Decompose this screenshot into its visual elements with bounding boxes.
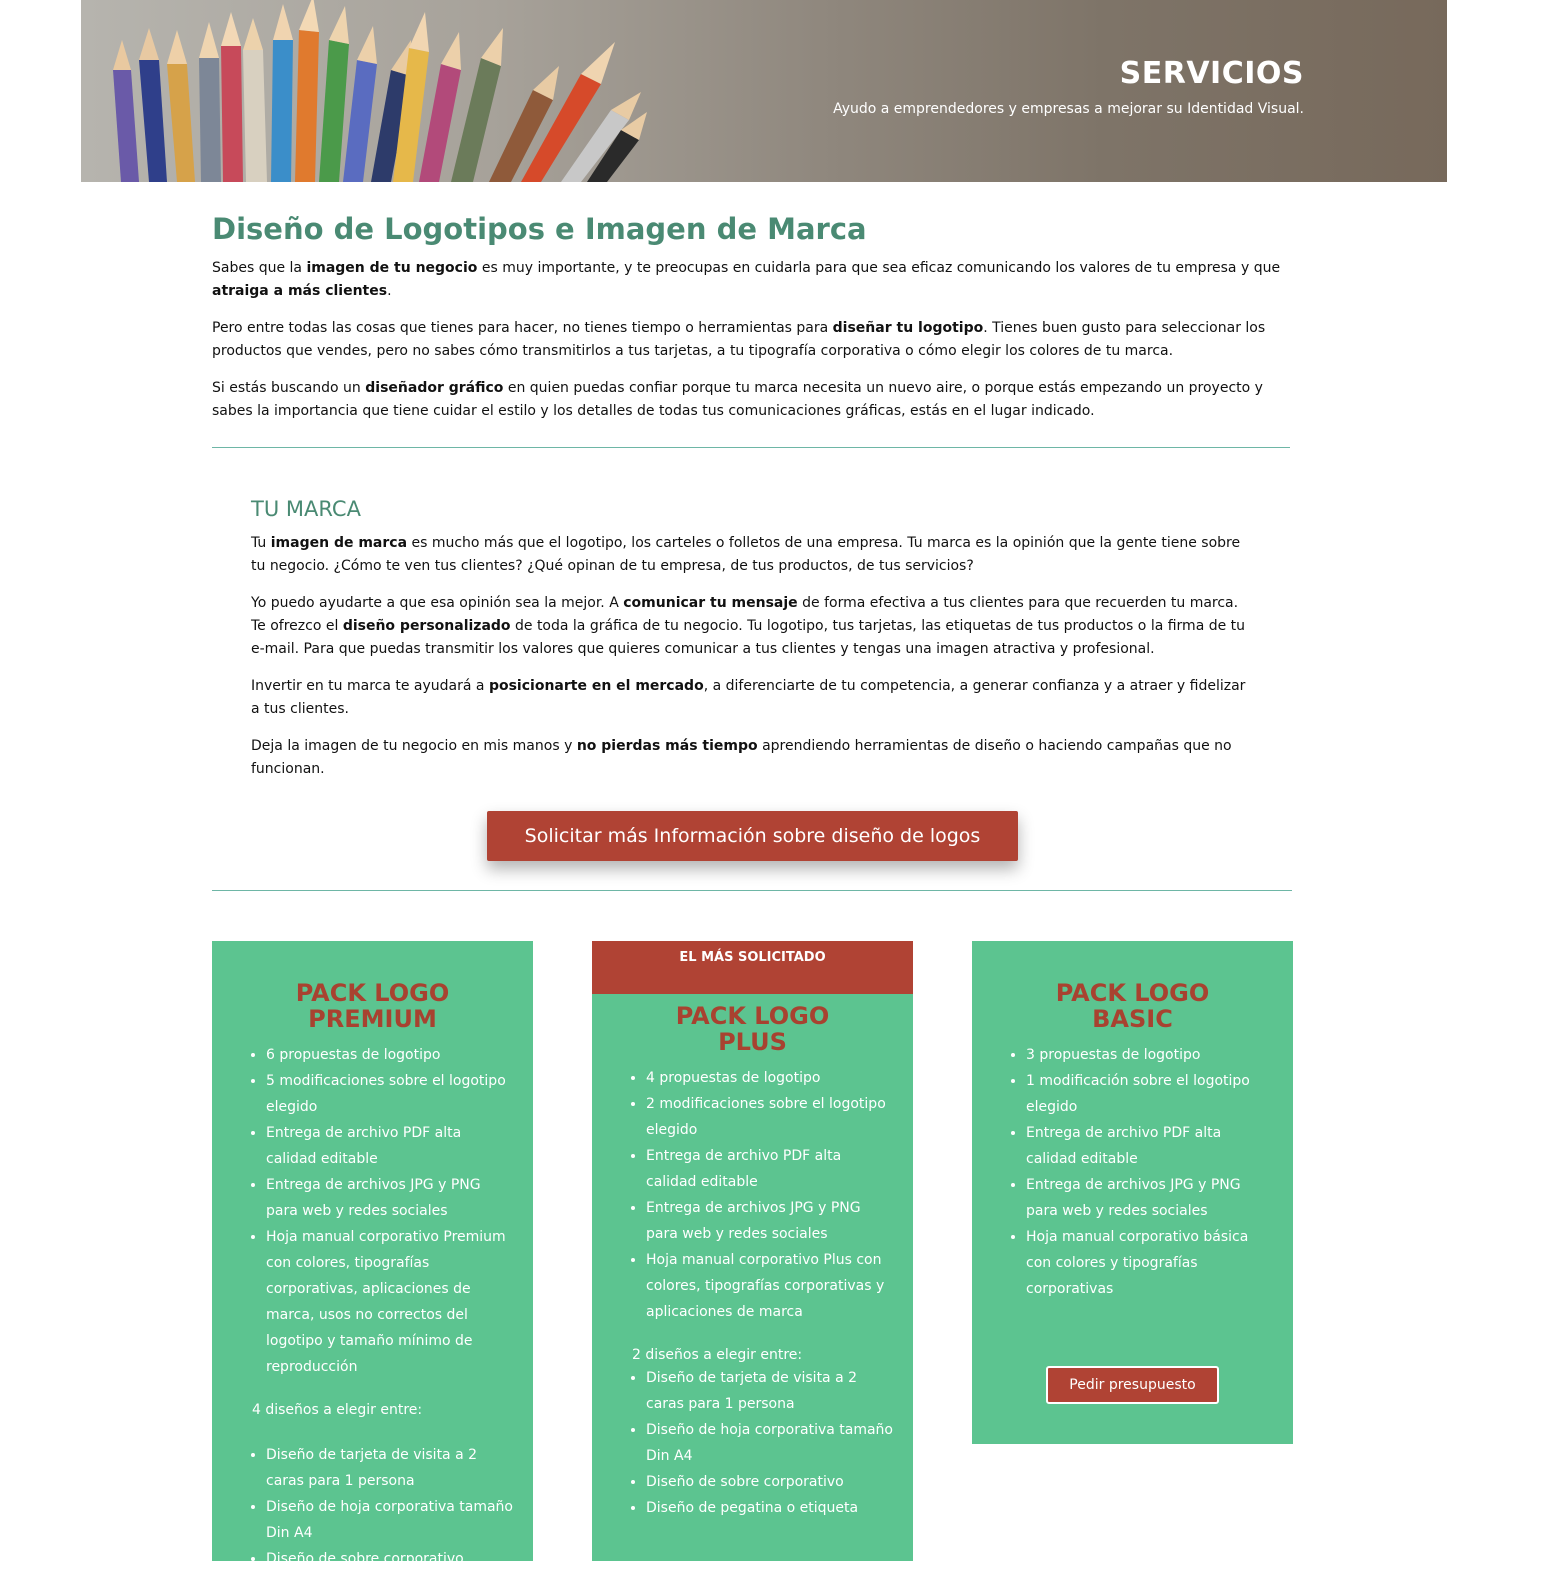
list-item: • Hoja manual corporativo básica con colores y tipografías corporativas (1026, 1224, 1293, 1302)
marca-paragraph-1: Tu imagen de marca es mucho más que el logotipo, los carteles o folletos de una empresa. Tu marca es la opinión que la gente tiene sobre tu negocio. ¿Cómo te ven tus clientes? ¿Qué opinan de tu empresa, de tus productos, de tus servicios? (251, 535, 1241, 574)
pack-plus-extras (592, 1365, 913, 1521)
list-item: • 2 modificaciones sobre el logotipo elegido (646, 1091, 913, 1143)
list-item: • Entrega de archivo PDF alta calidad editable (1026, 1120, 1293, 1172)
request-info-button[interactable]: Solicitar más Información sobre diseño de logos (487, 811, 1018, 861)
pack-plus-features (592, 1065, 913, 1325)
list-item: • Entrega de archivos JPG y PNG para web y redes sociales (646, 1195, 913, 1247)
list-item: • Diseño de hoja corporativa tamaño Din A4 (266, 1494, 533, 1546)
colored-pencils-image (81, 0, 1447, 182)
pack-plus-card (592, 941, 913, 1561)
pack-premium-title: PACK LOGO PREMIUM (295, 979, 450, 1033)
section-heading-logos: Diseño de Logotipos e Imagen de Marca (212, 212, 867, 246)
list-item: • Hoja manual corporativo Premium con colores, tipografías corporativas, aplicaciones de marca, usos no correctos del logotipo y tamaño mínimo de reproducción (266, 1224, 533, 1380)
divider (212, 447, 1290, 448)
pack-premium-subtitle: 4 diseños a elegir entre: (252, 1402, 423, 1418)
list-item: • Diseño de sobre corporativo (266, 1546, 533, 1572)
list-item: • Entrega de archivos JPG y PNG para web y redes sociales (266, 1172, 533, 1224)
list-item: • Diseño de tarjeta de visita a 2 caras para 1 persona (266, 1442, 533, 1494)
list-item: • Diseño de hoja corporativa tamaño Din A4 (646, 1417, 913, 1469)
marca-paragraph-4: Deja la imagen de tu negocio en mis manos y no pierdas más tiempo aprendiendo herramientas de diseño o haciendo campañas que no funcionan. (251, 738, 1232, 777)
list-item: • 6 propuestas de logotipo (266, 1042, 533, 1068)
pack-premium-extras (212, 1442, 533, 1572)
intro-paragraph-1: Sabes que la imagen de tu negocio es muy importante, y te preocupas en cuidarla para que sea eficaz comunicando los valores de tu empresa y que atraiga a más clientes. (212, 260, 1281, 299)
marca-paragraph-2: Yo puedo ayudarte a que esa opinión sea la mejor. A comunicar tu mensaje de forma efectiva a tus clientes para que recuerden tu marca. Te ofrezco el diseño personalizado de toda la gráfica de tu negocio. Tu logotipo, tus tarjetas, las etiquetas de tus productos o la firma de tu e-mail. Para que puedas transmitir los valores que quieres comunicar a tus clientes y tengas una imagen atractiva y profesional. (251, 595, 1246, 657)
list-item: • Hoja manual corporativo Plus con colores, tipografías corporativas y aplicaciones de marca (646, 1247, 913, 1325)
pack-premium-card (212, 941, 533, 1567)
list-item: • 1 modificación sobre el logotipo elegido (1026, 1068, 1293, 1120)
intro-paragraph-2: Pero entre todas las cosas que tienes para hacer, no tienes tiempo o herramientas para diseñar tu logotipo. Tienes buen gusto para seleccionar los productos que vendes, pero no sabes cómo transmitirlos a tus tarjetas, a tu tipografía corporativa o cómo elegir los colores de tu marca. (212, 320, 1266, 359)
page-title: SERVICIOS (1119, 56, 1304, 91)
pack-plus-subtitle: 2 diseños a elegir entre: (632, 1347, 803, 1363)
page-subtitle: Ayudo a emprendedores y empresas a mejorar su Identidad Visual. (833, 101, 1304, 117)
section-heading-marca: TU MARCA (251, 497, 361, 521)
marca-paragraph-3: Invertir en tu marca te ayudará a posicionarte en el mercado, a diferenciarte de tu competencia, a generar confianza y a atraer y fidelizar a tus clientes. (251, 678, 1246, 717)
list-item: • 5 modificaciones sobre el logotipo elegido (266, 1068, 533, 1120)
pack-basic-title: PACK LOGO BASIC (1055, 979, 1210, 1033)
list-item: • Diseño de sobre corporativo (646, 1469, 913, 1495)
request-quote-button[interactable]: Pedir presupuesto (1046, 1366, 1219, 1404)
most-requested-badge: EL MÁS SOLICITADO (592, 941, 913, 994)
pack-premium-features (212, 1042, 533, 1380)
list-item: • Diseño de pegatina o etiqueta (646, 1495, 913, 1521)
pack-basic-features (972, 1042, 1293, 1302)
list-item: • 3 propuestas de logotipo (1026, 1042, 1293, 1068)
list-item: • 4 propuestas de logotipo (646, 1065, 913, 1091)
list-item: • Entrega de archivo PDF alta calidad editable (646, 1143, 913, 1195)
hero-banner (81, 0, 1447, 182)
list-item: • Diseño de tarjeta de visita a 2 caras para 1 persona (646, 1365, 913, 1417)
list-item: • Entrega de archivos JPG y PNG para web y redes sociales (1026, 1172, 1293, 1224)
intro-paragraph-3: Si estás buscando un diseñador gráfico en quien puedas confiar porque tu marca necesita un nuevo aire, o porque estás empezando un proyecto y sabes la importancia que tiene cuidar el estilo y los detalles de todas tus comunicaciones gráficas, estás en el lugar indicado. (212, 380, 1263, 419)
divider (212, 890, 1292, 891)
pack-plus-title: PACK LOGO PLUS (675, 1002, 830, 1056)
pack-basic-card (972, 941, 1293, 1444)
list-item: • Entrega de archivo PDF alta calidad editable (266, 1120, 533, 1172)
